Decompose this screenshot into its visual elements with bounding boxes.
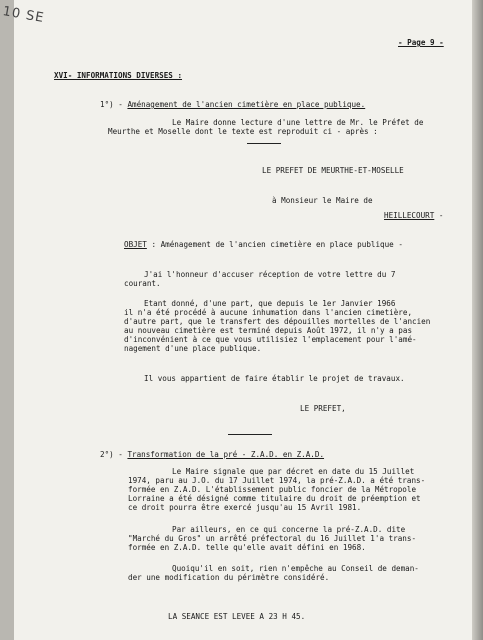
item2-heading — [100, 450, 324, 459]
item2-para2 — [128, 525, 416, 552]
closing-line: LA SEANCE EST LEVEE A 23 H 45. — [168, 612, 306, 621]
item1-intro-line: Le Maire donne lecture d'une lettre de Mr. le Préfet de — [172, 118, 424, 127]
letter-para1 — [124, 270, 395, 288]
item2-para1-line: formée en Z.A.D. L'établissement public foncier de la Métropole — [128, 485, 417, 494]
separator-rule — [247, 143, 281, 144]
letter-sender: LE PREFET DE MEURTHE-ET-MOSELLE — [262, 166, 404, 175]
item2-para1-line: Lorraine a été désigné comme titulaire du droit de préemption et — [128, 494, 421, 503]
page-number: - Page 9 - — [398, 38, 444, 47]
item2-title: Transformation de la pré - Z.A.D. en Z.A.D. — [127, 450, 325, 459]
letter-recipient-place: HEILLECOURT — [384, 211, 435, 220]
letter-object — [124, 240, 403, 249]
letter-object-text: : Aménagement de l'ancien cimetière en place publique - — [151, 240, 403, 249]
section-heading-text: XVI- INFORMATIONS DIVERSES : — [54, 71, 183, 80]
letter-para2-line: au nouveau cimetière est terminé depuis Août 1972, il n'y a pas — [124, 326, 413, 335]
item1-heading — [100, 100, 365, 109]
section-heading — [54, 71, 182, 80]
item2-para3-line: der une modification du périmètre considéré. — [128, 573, 330, 582]
item1-title: Aménagement de l'ancien cimetière en place publique. — [127, 100, 366, 109]
item2-para1-line: Le Maire signale que par décret en date du 15 Juillet — [172, 467, 415, 476]
letter-para1-line: J'ai l'honneur d'accuser réception de votre lettre du 7 — [144, 270, 396, 279]
item2-para1-line: 1974, paru au J.O. du 17 Juillet 1974, la pré-Z.A.D. a été trans- — [128, 476, 426, 485]
letter-para1-line: courant. — [124, 279, 161, 288]
letter-para2-line: d'inconvénient à ce que vous utilisiez l'emplacement pour l'amé- — [124, 335, 417, 344]
letter-para3: Il vous appartient de faire établir le projet de travaux. — [144, 374, 405, 383]
letter-para2-line: Etant donné, d'une part, que depuis le 1er Janvier 1966 — [144, 299, 396, 308]
letter-object-label: OBJET — [124, 240, 147, 249]
item2-para2-line: Par ailleurs, en ce qui concerne la pré-Z.A.D. dite — [172, 525, 406, 534]
letter-para2-line: il n'a été procédé à aucune inhumation dans l'ancien cimetière, — [124, 308, 413, 317]
page-edge-shadow — [472, 0, 483, 640]
item1-intro-line: Meurthe et Moselle dont le texte est reproduit ci - après : — [108, 127, 378, 136]
item2-para2-line: formée en Z.A.D. telle qu'elle avait défini en 1968. — [128, 543, 366, 552]
letter-recipient-place-line — [384, 211, 443, 220]
item2-para3-line: Quoiqu'il en soit, rien n'empêche au Conseil de deman- — [172, 564, 419, 573]
separator-rule — [228, 434, 272, 435]
letter-signature: LE PREFET, — [300, 404, 346, 413]
letter-recipient: à Monsieur le Maire de — [272, 196, 373, 205]
letter-para2-line: d'autre part, que le transfert des dépouilles mortelles de l'ancien — [124, 317, 431, 326]
item1-number: 1°) - — [100, 100, 123, 109]
letter-para2-line: nagement d'une place publique. — [124, 344, 262, 353]
handwritten-corner-note: 10 SE — [1, 4, 46, 27]
item1-intro — [108, 118, 423, 136]
item2-para2-line: "Marché du Gros" un arrêté préfectoral du 16 Juillet 1'a trans- — [128, 534, 417, 543]
item2-number: 2°) - — [100, 450, 123, 459]
item2-para1-line: ce droit pourra être exercé jusqu'au 15 Avril 1981. — [128, 503, 362, 512]
item2-para1 — [128, 467, 425, 512]
letter-para2 — [124, 299, 430, 353]
letter-recipient-dash: - — [438, 211, 444, 220]
item2-para3 — [128, 564, 419, 582]
